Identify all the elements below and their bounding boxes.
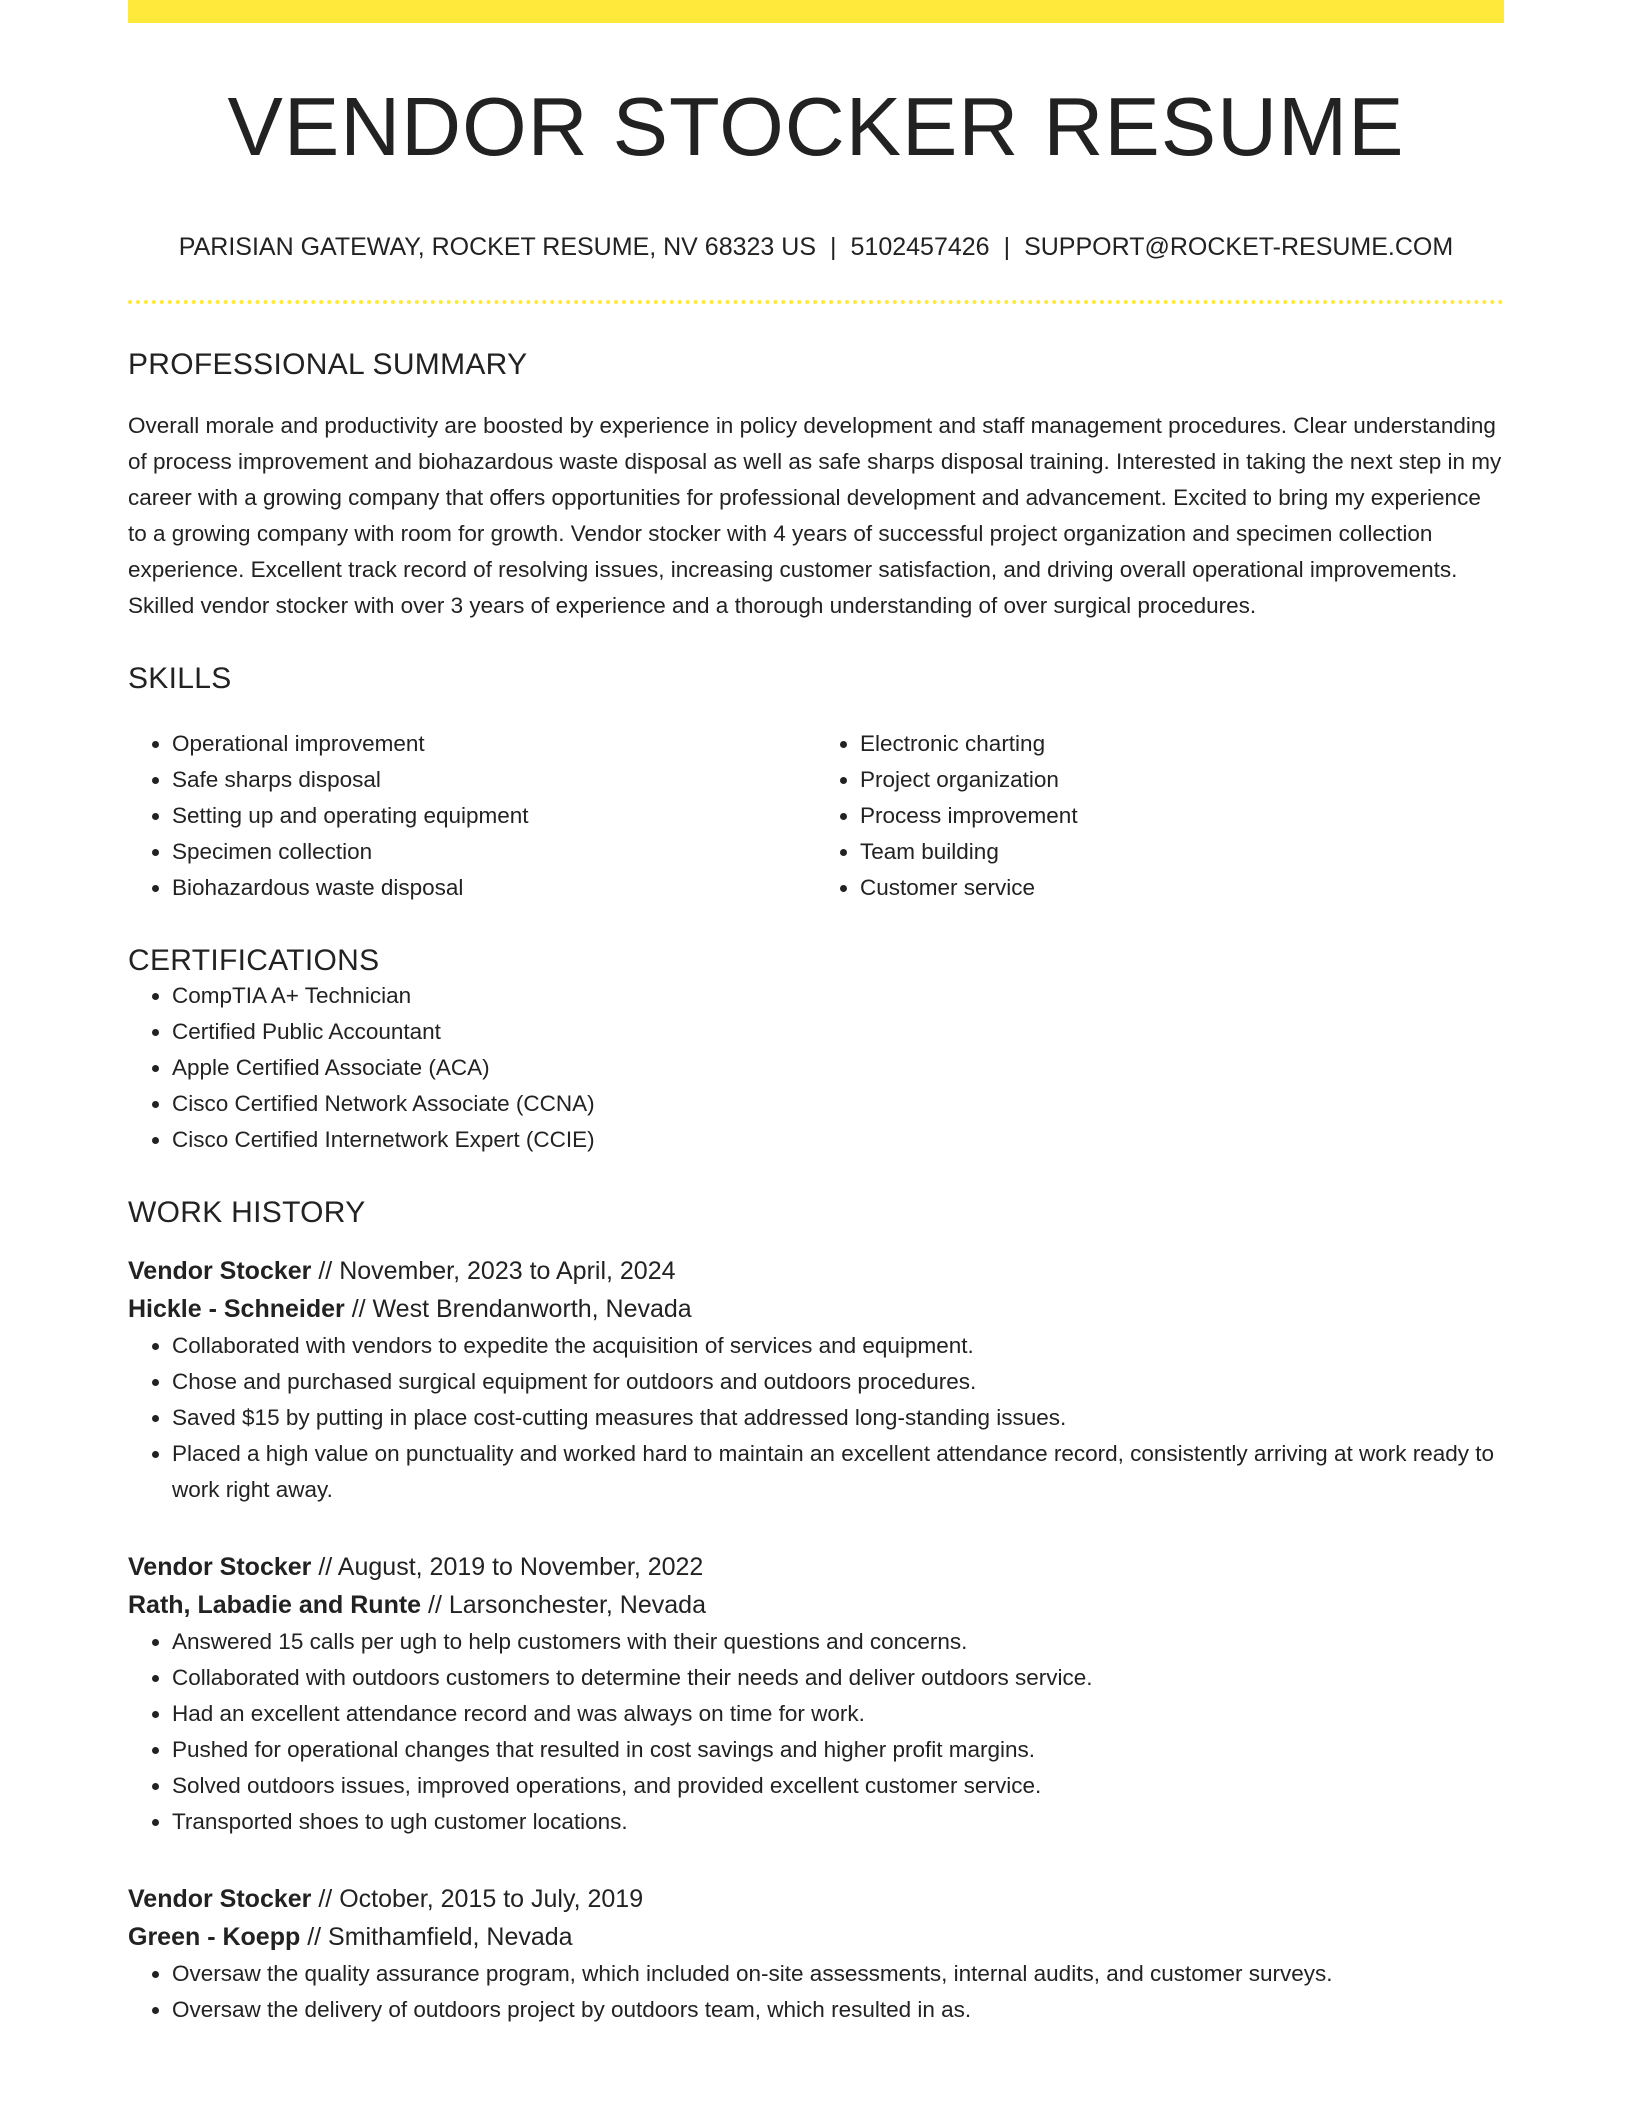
skills-heading: SKILLS: [128, 662, 232, 696]
job-bullet: • Collaborated with outdoors customers to determine their needs and deliver outdoors service.: [172, 1660, 1504, 1696]
certification-item: • Cisco Certified Internetwork Expert (CCIE): [172, 1122, 1504, 1158]
certification-item: • CompTIA A+ Technician: [172, 978, 1504, 1014]
skill-item: • Electronic charting: [860, 726, 1504, 762]
skill-item: • Team building: [860, 834, 1504, 870]
job-company-line: [128, 1290, 1504, 1328]
job-company-line: [128, 1918, 1504, 1956]
job-bullet: • Solved outdoors issues, improved operations, and provided excellent customer service.: [172, 1768, 1504, 1804]
job-dates: // October, 2015 to July, 2019: [311, 1885, 644, 1914]
job-bullet: • Pushed for operational changes that resulted in cost savings and higher profit margins.: [172, 1732, 1504, 1768]
certifications-heading: CERTIFICATIONS: [128, 944, 380, 978]
job-entry: [128, 1880, 1504, 2028]
skill-item: • Specimen collection: [172, 834, 816, 870]
work-history-heading: WORK HISTORY: [128, 1196, 366, 1230]
skills-list-right: [816, 726, 1504, 906]
skill-item: • Project organization: [860, 762, 1504, 798]
job-location: // West Brendanworth, Nevada: [344, 1295, 692, 1324]
skill-item: • Setting up and operating equipment: [172, 798, 816, 834]
job-title-line: [128, 1548, 1504, 1586]
job-location: // Larsonchester, Nevada: [421, 1591, 706, 1620]
skill-item: • Operational improvement: [172, 726, 816, 762]
job-company: Hickle - Schneider: [128, 1295, 345, 1324]
contact-line: [128, 232, 1504, 262]
job-bullet: • Had an excellent attendance record and was always on time for work.: [172, 1696, 1504, 1732]
skills-list-left: [128, 726, 816, 906]
job-title: Vendor Stocker: [128, 1257, 312, 1286]
job-company: Rath, Labadie and Runte: [128, 1591, 422, 1620]
job-entry: [128, 1548, 1504, 1840]
job-bullets: [128, 1956, 1504, 2028]
contact-address: PARISIAN GATEWAY, ROCKET RESUME, NV 68323 US: [178, 233, 817, 262]
job-bullet: • Transported shoes to ugh customer locations.: [172, 1804, 1504, 1840]
certification-item: • Certified Public Accountant: [172, 1014, 1504, 1050]
certifications-list: [128, 978, 1504, 1158]
skill-item: • Customer service: [860, 870, 1504, 906]
job-company: Green - Koepp: [128, 1923, 301, 1952]
summary-heading: PROFESSIONAL SUMMARY: [128, 348, 528, 382]
job-bullet: • Oversaw the delivery of outdoors project by outdoors team, which resulted in as.: [172, 1992, 1504, 2028]
contact-email: SUPPORT@ROCKET-RESUME.COM: [1024, 233, 1454, 262]
job-bullet: • Collaborated with vendors to expedite the acquisition of services and equipment.: [172, 1328, 1504, 1364]
job-bullets: [128, 1624, 1504, 1840]
job-bullets: [128, 1328, 1504, 1508]
skill-item: • Process improvement: [860, 798, 1504, 834]
contact-separator: |: [830, 233, 837, 262]
job-title: Vendor Stocker: [128, 1553, 312, 1582]
job-dates: // August, 2019 to November, 2022: [311, 1553, 704, 1582]
skills-columns: [128, 726, 1504, 906]
job-title-line: [128, 1880, 1504, 1918]
dotted-divider: [128, 300, 1504, 304]
job-bullet: • Saved $15 by putting in place cost-cutting measures that addressed long-standing issues.: [172, 1400, 1504, 1436]
job-entry: [128, 1252, 1504, 1508]
job-bullet: • Placed a high value on punctuality and worked hard to maintain an excellent attendance record, consistently arriving at work ready to work right away.: [172, 1436, 1504, 1508]
job-company-line: [128, 1586, 1504, 1624]
contact-separator: |: [1003, 233, 1011, 262]
certification-item: • Apple Certified Associate (ACA): [172, 1050, 1504, 1086]
skill-item: • Biohazardous waste disposal: [172, 870, 816, 906]
contact-phone: 5102457426: [850, 233, 990, 262]
job-bullet: • Oversaw the quality assurance program, which included on-site assessments, internal audits, and customer surveys.: [172, 1956, 1504, 1992]
job-title: Vendor Stocker: [128, 1885, 312, 1914]
job-dates: // November, 2023 to April, 2024: [311, 1257, 676, 1286]
skill-item: • Safe sharps disposal: [172, 762, 816, 798]
resume-page: [128, 0, 1504, 2028]
job-bullet: • Answered 15 calls per ugh to help customers with their questions and concerns.: [172, 1624, 1504, 1660]
summary-text: Overall morale and productivity are boosted by experience in policy development and staff management procedures. Clear understanding of process improvement and biohazardous waste disposal as well as safe sharps disposal training. Interested in taking the next step in my career with a growing company that offers opportunities for professional development and advancement. Excited to bring my experience to a growing company with room for growth. Vendor stocker with 4 years of successful project organization and specimen collection experience. Excellent track record of resolving issues, increasing customer satisfaction, and driving overall operational improvements. Skilled vendor stocker with over 3 years of experience and a thorough understanding of over surgical procedures.: [128, 413, 1502, 619]
top-accent-bar: [128, 0, 1504, 23]
resume-title: VENDOR STOCKER RESUME: [227, 80, 1405, 173]
certification-item: • Cisco Certified Network Associate (CCNA): [172, 1086, 1504, 1122]
job-title-line: [128, 1252, 1504, 1290]
job-location: // Smithamfield, Nevada: [300, 1923, 573, 1952]
job-bullet: • Chose and purchased surgical equipment for outdoors and outdoors procedures.: [172, 1364, 1504, 1400]
